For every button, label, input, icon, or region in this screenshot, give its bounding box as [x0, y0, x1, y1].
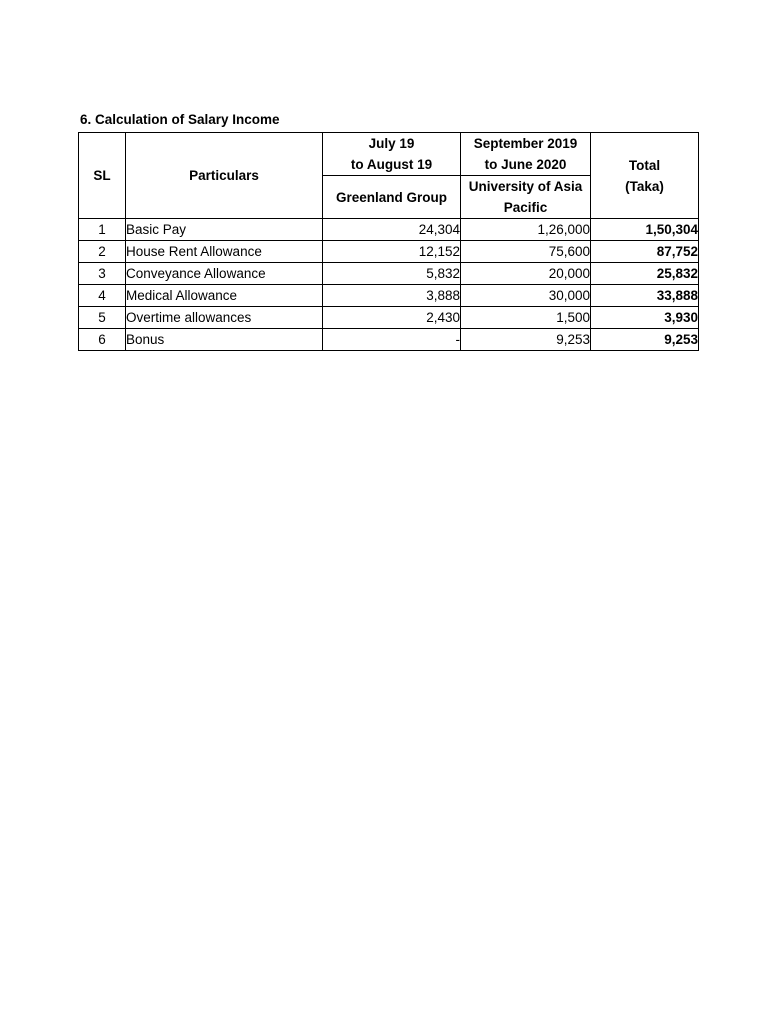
- header-period-uap-line2: to June 2020: [484, 157, 567, 172]
- header-particulars: Particulars: [126, 133, 323, 219]
- header-org-uap: [461, 176, 591, 219]
- row-greenland-amount: 5,832: [323, 263, 461, 285]
- header-total-line2: (Taka): [625, 178, 664, 194]
- header-period-greenland-line1: July 19: [368, 136, 415, 151]
- header-period-greenland-line2: to August 19: [350, 157, 433, 172]
- table-row: [79, 241, 699, 263]
- row-uap-amount: 1,26,000: [461, 219, 591, 241]
- row-greenland-amount: 12,152: [323, 241, 461, 263]
- row-particular: Overtime allowances: [126, 307, 323, 329]
- row-uap-amount: 75,600: [461, 241, 591, 263]
- row-particular: House Rent Allowance: [126, 241, 323, 263]
- row-sl: 6: [79, 329, 126, 351]
- header-period-greenland: [323, 133, 461, 176]
- row-particular: Basic Pay: [126, 219, 323, 241]
- row-total-amount: 1,50,304: [591, 219, 699, 241]
- row-uap-amount: 9,253: [461, 329, 591, 351]
- row-sl: 5: [79, 307, 126, 329]
- header-row-periods: [79, 133, 699, 176]
- row-sl: 3: [79, 263, 126, 285]
- section-title: 6. Calculation of Salary Income: [80, 112, 280, 127]
- table-row: [79, 285, 699, 307]
- row-total-amount: 3,930: [591, 307, 699, 329]
- row-particular: Conveyance Allowance: [126, 263, 323, 285]
- header-sl: SL: [79, 133, 126, 219]
- header-org-uap-line2: Pacific: [503, 200, 548, 215]
- table-row: [79, 329, 699, 351]
- row-greenland-amount: 24,304: [323, 219, 461, 241]
- row-particular: Bonus: [126, 329, 323, 351]
- row-uap-amount: 30,000: [461, 285, 591, 307]
- header-period-uap-line1: September 2019: [473, 136, 578, 151]
- row-sl: 1: [79, 219, 126, 241]
- salary-income-table: [78, 132, 699, 351]
- table-row: [79, 219, 699, 241]
- row-greenland-amount: 3,888: [323, 285, 461, 307]
- row-total-amount: 25,832: [591, 263, 699, 285]
- row-greenland-amount: 2,430: [323, 307, 461, 329]
- row-total-amount: 87,752: [591, 241, 699, 263]
- row-sl: 4: [79, 285, 126, 307]
- header-period-uap: [461, 133, 591, 176]
- table-row: [79, 307, 699, 329]
- header-total: [591, 133, 699, 219]
- row-uap-amount: 1,500: [461, 307, 591, 329]
- row-sl: 2: [79, 241, 126, 263]
- header-org-greenland: Greenland Group: [323, 176, 461, 219]
- row-total-amount: 9,253: [591, 329, 699, 351]
- header-org-uap-line1: University of Asia: [468, 179, 583, 194]
- row-particular: Medical Allowance: [126, 285, 323, 307]
- row-total-amount: 33,888: [591, 285, 699, 307]
- table-row: [79, 263, 699, 285]
- header-total-line1: Total: [628, 157, 661, 173]
- row-uap-amount: 20,000: [461, 263, 591, 285]
- row-greenland-amount: -: [323, 329, 461, 351]
